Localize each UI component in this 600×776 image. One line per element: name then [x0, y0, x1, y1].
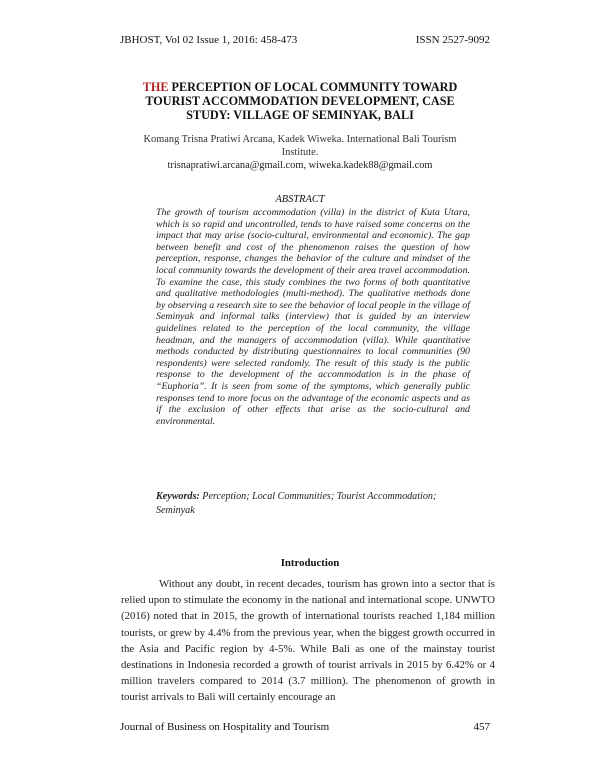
author-emails: trisnapratiwi.arcana@gmail.com, wiweka.kadek88@gmail.com [167, 160, 433, 171]
abstract-heading: ABSTRACT [275, 194, 325, 205]
introduction-heading: Introduction [280, 557, 340, 569]
page-number: 457 [473, 721, 490, 733]
title-rest: PERCEPTION OF LOCAL COMMUNITY TOWARD TOURIST ACCOMMODATION DEVELOPMENT, CASE STUDY: VILLAGE OF SEMINYAK, BALI [145, 80, 458, 122]
keywords-label: Keywords: [156, 491, 200, 502]
title-lead: THE [142, 80, 169, 94]
keywords [156, 490, 470, 518]
footer-journal-name: Journal of Business on Hospitality and Tourism [120, 721, 330, 733]
paper-title [125, 80, 475, 122]
keywords-text: Perception; Local Communities; Tourist Accommodation; Seminyak [156, 491, 437, 516]
introduction-body: Without any doubt, in recent decades, tourism has grown into a sector that is relied upon to stimulate the economy in the national and international scope. UNWTO (2016) noted that in 2015, the growth of international tourists reached 1,184 million tourists, or grew by 4.4% from the previous year, when the biggest growth occurred in the Asia and Pacific region by 4-5%. While Bali as one of the mainstay tourist destinations in Indonesia recorded a growth of tourist arrivals in 2015 by 6.42% or 4 million travelers compared to 2014 (3.7 million). The phenomenon of growth in tourist arrivals to Bali will certainly encourage an [121, 578, 495, 704]
authors: Komang Trisna Pratiwi Arcana, Kadek Wiweka. International Bali Tourism Institute. [143, 134, 457, 158]
abstract-body: The growth of tourism accommodation (villa) in the district of Kuta Utara, which is so rapid and uncontrolled, tends to have raised some concerns on the impact that may arise (socio-cultural, environmental and economic). The gap between benefit and cost of the phenomenon raises the question of how perception, response, changes the behavior of the culture and mindset of the local community towards the development of their area travel accommodation. To examine the case, this study combines the two forms of both quantitative and qualitative methodologies (multi-method). The qualitative methods done by observing a research site to see the behavior of local people in the village of Seminyak and informal talks (interview) that is guided by an interview guidelines related to the perception of the local community, the village headman, and the managers of accommodation (villa). While quantitative methods conducted by distributing questionnaires to local communities (90 respondents) were selected randomly. The result of this study is the public response to the development of the accommodation is in the phase of “Euphoria”. It is seen from some of the symptoms, which generally public responses tend to more focus on the advantage of the economic aspects and as if the exclusion of other effects that arise as the socio-cultural and environmental. [156, 207, 470, 427]
issn: ISSN 2527-9092 [415, 34, 490, 46]
journal-reference: JBHOST, Vol 02 Issue 1, 2016: 458-473 [120, 34, 298, 46]
